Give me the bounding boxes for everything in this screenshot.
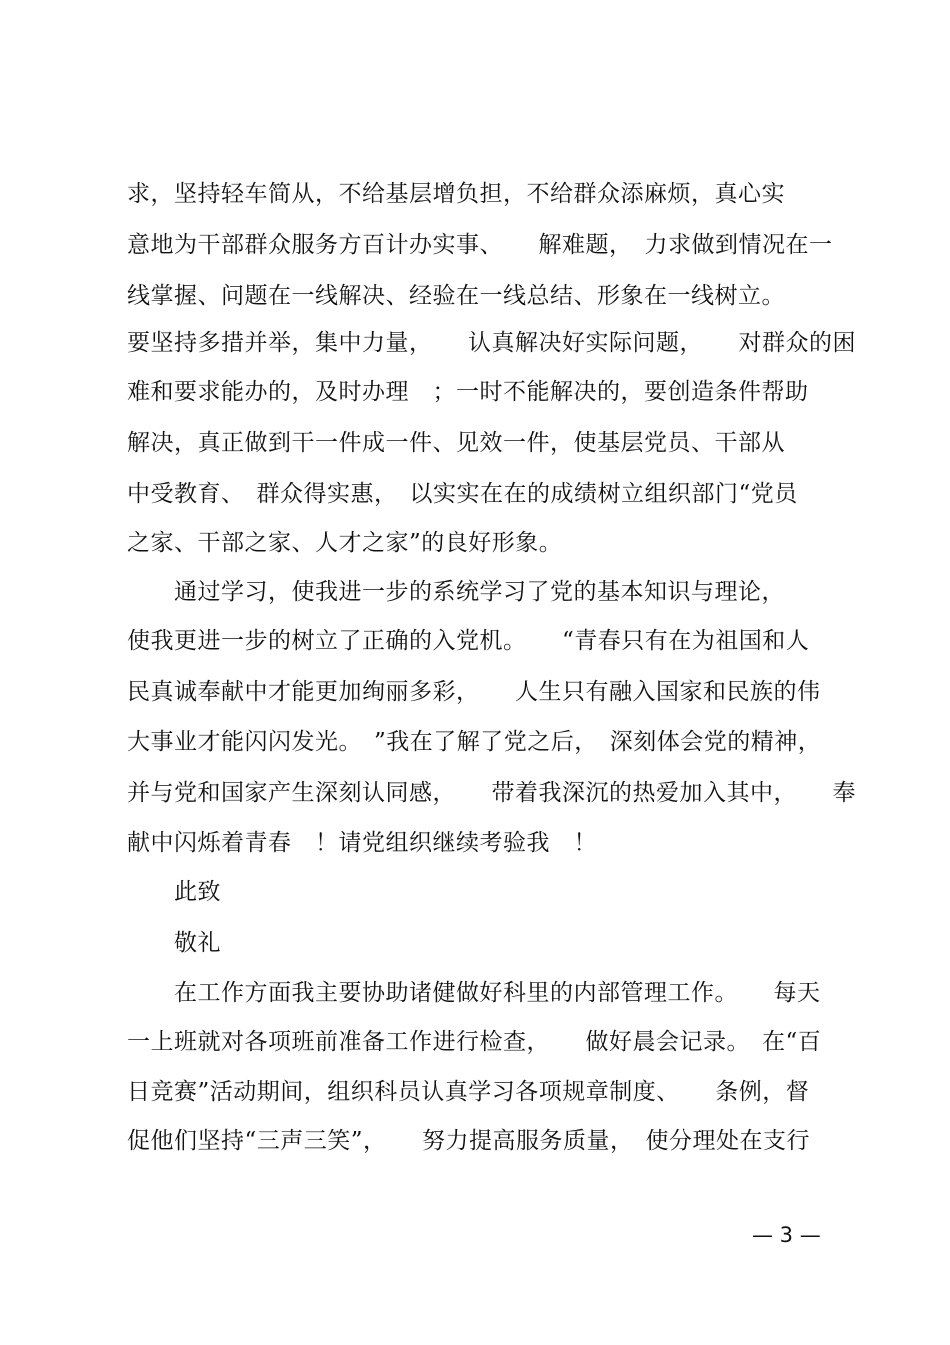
body-line: 中受教育、 群众得实惠， 以实实在在的成绩树立组织部门“党员	[127, 481, 798, 507]
body-line: 献中闪烁着青春 ！请党组织继续考验我 ！	[127, 830, 597, 856]
body-line: 难和要求能办的，及时办理 ；一时不能解决的，要创造条件帮助	[127, 379, 809, 405]
body-line: 解决，真正做到干一件成一件、见效一件，使基层党员、干部从	[127, 430, 785, 456]
body-line: 并与党和国家产生深刻认同感， 带着我深沉的热爱加入其中， 奉	[127, 780, 856, 806]
body-line: 使我更进一步的树立了正确的入党机。 “青春只有在为祖国和人	[127, 628, 810, 654]
closing-line: 此致	[127, 879, 221, 905]
body-line: 一上班就对各项班前准备工作进行检查， 做好晨会记录。 在“百	[127, 1029, 822, 1055]
body-line: 促他们坚持“三声三笑”， 努力提高服务质量， 使分理处在支行	[127, 1128, 811, 1154]
body-line: 求，坚持轻车简从，不给基层增负担，不给群众添麻烦，真心实	[127, 181, 785, 207]
body-line: 在工作方面我主要协助诸健做好科里的内部管理工作。 每天	[127, 980, 821, 1006]
closing-line: 敬礼	[127, 930, 221, 956]
body-line: 通过学习，使我进一步的系统学习了党的基本知识与理论，	[127, 579, 785, 605]
body-line: 之家、干部之家、人才之家”的良好形象。	[127, 530, 563, 556]
body-line: 日竞赛”活动期间，组织科员认真学习各项规章制度、 条例，督	[127, 1079, 810, 1105]
page-number: — 3 —	[752, 1223, 821, 1247]
body-line: 意地为干部群众服务方百计办实事、 解难题， 力求做到情况在一	[127, 232, 833, 258]
body-line: 线掌握、问题在一线解决、经验在一线总结、形象在一线树立。	[127, 283, 785, 309]
body-line: 民真诚奉献中才能更加绚丽多彩， 人生只有融入国家和民族的伟	[127, 679, 821, 705]
body-line: 大事业才能闪闪发光。 ”我在了解了党之后， 深刻体会党的精神，	[127, 729, 822, 755]
body-line: 要坚持多措并举，集中力量， 认真解决好实际问题， 对群众的困	[127, 330, 856, 356]
